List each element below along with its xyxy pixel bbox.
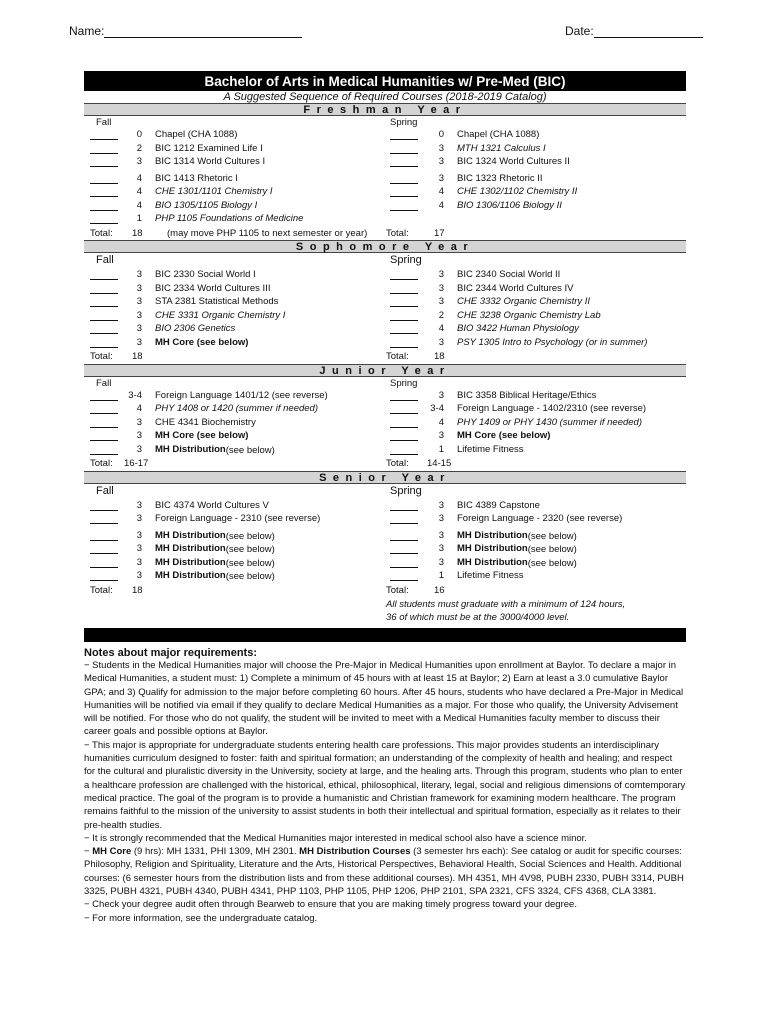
junior-year-semester-header [84,377,686,389]
spring-course: MTH 1321 Calculus I [457,142,546,154]
fall-course: CHE 4341 Biochemistry [155,416,256,428]
spring-check-blank[interactable] [390,514,418,524]
spring-check-blank[interactable] [390,201,418,211]
spring-total-label: Total: [386,584,409,596]
date-label: Date: [565,24,594,38]
spring-check-blank[interactable] [390,130,418,140]
spring-course: Foreign Language - 2320 (see reverse) [457,513,623,524]
course-row [84,309,686,323]
fall-hours: 3 [136,556,142,568]
spring-hours: 3 [438,430,444,441]
fall-course: MH Distribution (see below) [155,443,275,456]
years-container [84,103,686,597]
spring-check-blank[interactable] [390,404,418,414]
fall-hours: 3 [136,443,142,455]
spring-course: BIC 4389 Capstone [457,499,540,511]
course-row [84,499,686,513]
spring-course: CHE 3332 Organic Chemistry II [457,296,591,307]
sophomore-year-semester-header [84,253,686,268]
fall-course: BIC 1314 World Cultures I [155,156,266,167]
senior-year-semester-header [84,484,686,499]
fall-course: BIC 2334 World Cultures III [155,282,271,294]
spring-course: BIO 3422 Human Physiology [457,323,579,334]
course-row [84,212,686,226]
course-row [84,282,686,296]
spring-hours: 3 [438,556,444,568]
fall-hours: 1 [136,213,142,224]
course-row [84,542,686,556]
spring-hours: 3 [438,142,444,154]
spring-hours: 3 [438,296,444,307]
fall-course: MH Distribution (see below) [155,529,275,542]
course-row [84,268,686,282]
mh-distribution-label: MH Distribution Courses [299,846,411,858]
fall-hours: 3 [136,282,142,294]
fall-course: CHE 1301/1101 Chemistry I [155,186,273,197]
fall-label: Fall [96,484,114,497]
note-mh-core: − MH Core (9 hrs): MH 1331, PHI 1309, MH 2301. MH Distribution Courses (3 semester hrs each): See catalog or audit for specific courses: Philosophy, Religion and Spirituality, Literature and the Arts, Historical Perspectives, Behavioral Health, Social Sciences and Health. Additional courses: (6 semester hours from the distribution lists and from these additional courses). MH 4351, MH 4V98, PUBH 2330, PUBH 3314, PUBH 3325, PUBH 4321, PUBH 4340, PUBH 4341, PHP 1103, PHP 1105, PHP 1206, PHP 2101, SPA 2321, CFS 3324, CFS 4368, CLA 3381. [84,846,684,898]
fall-hours: 3 [136,296,142,307]
fall-hours: 3 [136,416,142,428]
fall-course: BIC 1413 Rhetoric I [155,172,238,184]
fall-course: MH Distribution (see below) [155,570,275,582]
spring-course: CHE 3238 Organic Chemistry Lab [457,309,601,321]
note-declaring-major: − Students in the Medical Humanities major will choose the Pre-Major in Medical Humanities upon enrollment at Baylor. To declare a major in Medical Humanities, a student must: 1) Complete a minimum of 45 hours with at least 15 at Baylor; 2) Earn at least a 3.0 cumulative Baylor GPA; and 3) Qualify for admission to the major before completing 60 hours. After 45 hours, students who have declared a Pre-Major in Medical Humanities will be notified via email if they qualify to declare Medical Humanities as a major. For those who qualify, the University Advisement will be notified. For those who do not qualify, the student will be invited to meet with a Medical Humanities faculty member to discuss their career goals and possible options at Baylor. [84,660,684,738]
spring-check-blank[interactable] [390,284,418,294]
spring-check-blank[interactable] [390,187,418,197]
spring-course: BIC 2344 World Cultures IV [457,282,574,294]
spring-course: MH Distribution (see below) [457,543,577,555]
spring-course: CHE 1302/1102 Chemistry II [457,186,578,197]
course-row [84,529,686,543]
spring-check-blank[interactable] [390,531,418,541]
spring-check-blank[interactable] [390,391,418,401]
spring-hours: 1 [438,570,444,581]
freshman-year-semester-header [84,116,686,128]
fall-total-hours: 16-17 [124,458,149,469]
spring-hours: 3 [438,513,444,524]
fall-hours: 3 [136,529,142,541]
spring-total-label: Total: [386,351,409,362]
sophomore-year-band: Sophomore Year [84,240,686,253]
notes-heading: Notes about major requirements: [84,647,257,659]
spring-course: Lifetime Fitness [457,443,524,455]
course-row [84,336,686,350]
fall-total-hours: 18 [132,584,143,596]
spring-hours: 4 [438,416,444,428]
course-row [84,155,686,169]
fall-hours: 3 [136,513,142,524]
spring-check-blank[interactable] [390,324,418,334]
course-row [84,389,686,403]
fall-course: BIO 1305/1105 Biology I [155,199,258,211]
note-major-appropriateness: − This major is appropriate for undergraduate students entering health care professions. This major provides students an interdisciplinary humanities curriculum designed to foster: faith and spiritual formation; an understanding of the complexity of health and healing; and respect for the cultural and pluralistic diversity in the University, society at large, and the healing arts. Through this program, students who plan to enter a healthcare profession are challenged with the historical, ethical, philosophical, literary, legal, social and religious dimensions of comtemporary medical practice. The goal of the program is to provide a humanistic and Christian framework for examining modern healthcare. The program remains faithful to the mission of the university to assist students in both their intellectual and spiritual formation, especially as it relates to their pre-health studies. [84,739,686,831]
course-row [84,322,686,336]
spring-total-label: Total: [386,227,409,239]
spring-check-blank[interactable] [390,157,418,167]
fall-hours: 3 [136,543,142,554]
spring-check-blank[interactable] [390,431,418,441]
spring-hours: 4 [438,323,444,334]
name-label: Name: [69,24,105,38]
spring-check-blank[interactable] [390,571,418,581]
note-degree-audit: − Check your degree audit often through Bearweb to ensure that you are making timely progress toward your degree. [84,899,577,911]
fall-label: Fall [96,254,114,266]
fall-total-label: Total: [90,584,113,596]
spring-check-blank[interactable] [390,558,418,568]
spring-check-blank[interactable] [390,544,418,554]
course-row [84,416,686,430]
date-field[interactable] [594,24,703,38]
fall-course: BIC 2330 Social World I [155,269,256,280]
spring-check-blank[interactable] [390,418,418,428]
graduation-note-line-2: 36 of which must be at the 3000/4000 level. [386,612,570,623]
course-row [84,142,686,156]
spring-hours: 4 [438,186,444,197]
spring-course: Lifetime Fitness [457,570,524,581]
document-title: Bachelor of Arts in Medical Humanities w/ Pre-Med (BIC) [84,71,686,91]
spring-check-blank[interactable] [390,174,418,184]
fall-label: Fall [96,377,112,389]
junior-year-totals-row [84,457,686,471]
course-row [84,569,686,583]
fall-course: BIC 4374 World Cultures V [155,499,269,511]
spring-total-label: Total: [386,458,409,469]
fall-hours: 3 [136,309,142,321]
senior-year-band: Senior Year [84,471,686,484]
spring-check-blank[interactable] [390,311,418,321]
fall-course: MH Distribution (see below) [155,556,275,569]
fall-course: Foreign Language - 2310 (see reverse) [155,513,321,524]
sophomore-year-totals-row [84,350,686,364]
freshman-year-band: Freshman Year [84,103,686,116]
fall-total-hours: 18 [132,227,143,239]
spring-hours: 3 [438,172,444,184]
fall-hours: 3 [136,156,142,167]
spring-course: MH Distribution (see below) [457,556,577,569]
course-row [84,295,686,309]
spring-course: BIC 1323 Rhetoric II [457,172,543,184]
spring-course: MH Core (see below) [457,430,551,441]
spring-total-hours: 16 [434,584,445,596]
fall-course: BIO 2306 Genetics [155,323,236,334]
name-field-group [69,24,302,38]
fall-course: CHE 3331 Organic Chemistry I [155,309,286,321]
spring-course: MH Distribution (see below) [457,529,577,542]
fall-course: MH Core (see below) [155,336,249,348]
junior-year-band: Junior Year [84,364,686,377]
spring-hours: 3 [438,543,444,554]
fall-total-note: (may move PHP 1105 to next semester or year) [167,227,368,239]
spring-course: Foreign Language - 1402/2310 (see reverse) [457,403,647,414]
fall-hours: 3 [136,499,142,511]
spring-total-hours: 17 [434,227,445,239]
spring-label: Spring [390,254,422,266]
fall-total-label: Total: [90,458,113,469]
spring-check-blank[interactable] [390,144,418,154]
fall-hours: 4 [136,186,142,197]
fall-hours: 3 [136,323,142,334]
spring-hours: 3 [438,269,444,280]
fall-course: MH Distribution (see below) [155,543,275,555]
fall-course: BIC 1212 Examined Life I [155,142,263,154]
mh-core-label: MH Core [92,846,132,858]
spring-check-blank[interactable] [390,338,418,348]
spring-hours: 3 [438,499,444,511]
spring-hours: 0 [438,129,444,140]
fall-hours: 3-4 [128,389,142,401]
graduation-note [386,598,686,624]
spring-hours: 3-4 [430,403,444,414]
spring-total-hours: 14-15 [427,458,452,469]
course-row [84,128,686,142]
course-row [84,199,686,213]
spring-course: BIC 2340 Social World II [457,269,561,280]
spring-hours: 2 [438,309,444,321]
fall-hours: 4 [136,199,142,211]
fall-total-hours: 18 [132,351,143,362]
graduation-note-line-1: All students must graduate with a minimum of 124 hours, [386,599,626,610]
fall-label: Fall [96,117,112,128]
fall-course: PHY 1408 or 1420 (summer if needed) [155,403,318,414]
fall-hours: 3 [136,570,142,581]
spring-label: Spring [390,117,418,128]
spring-hours: 4 [438,199,444,211]
spring-total-hours: 18 [434,351,445,362]
spring-hours: 1 [438,443,444,455]
divider-bar [84,628,686,642]
fall-course: STA 2381 Statistical Methods [155,296,279,307]
date-field-group [565,24,703,38]
course-row [84,429,686,443]
spring-hours: 3 [438,336,444,348]
spring-hours: 3 [438,529,444,541]
spring-hours: 3 [438,282,444,294]
spring-course: BIC 1324 World Cultures II [457,156,570,167]
fall-hours: 3 [136,269,142,280]
fall-course: PHP 1105 Foundations of Medicine [155,213,304,224]
spring-check-blank[interactable] [390,445,418,455]
note-science-minor: − It is strongly recommended that the Medical Humanities major interested in medical school also have a science minor. [84,832,587,844]
spring-course: BIC 3358 Biblical Heritage/Ethics [457,389,597,401]
fall-hours: 3 [136,430,142,441]
fall-hours: 4 [136,403,142,414]
course-row [84,402,686,416]
freshman-year-totals-row [84,227,686,241]
spring-label: Spring [390,377,418,389]
spring-label: Spring [390,484,422,497]
course-row [84,443,686,457]
fall-course: Foreign Language 1401/12 (see reverse) [155,389,328,401]
spring-hours: 3 [438,156,444,167]
course-row [84,556,686,570]
spring-hours: 3 [438,389,444,401]
spring-check-blank[interactable] [390,297,418,307]
fall-total-label: Total: [90,227,113,239]
fall-course: MH Core (see below) [155,430,249,441]
spring-check-blank[interactable] [390,270,418,280]
fall-hours: 4 [136,172,142,184]
course-sequence-document [84,69,686,925]
fall-hours: 0 [136,129,142,140]
spring-course: BIO 1306/1106 Biology II [457,199,562,211]
fall-total-label: Total: [90,351,113,362]
spring-course: Chapel (CHA 1088) [457,129,540,140]
spring-course: PSY 1305 Intro to Psychology (or in summer) [457,336,648,348]
course-row [84,185,686,199]
course-row [84,172,686,186]
spring-check-blank[interactable] [390,501,418,511]
fall-course: Chapel (CHA 1088) [155,129,238,140]
course-row [84,512,686,526]
name-field[interactable] [104,24,302,38]
fall-hours: 2 [136,142,142,154]
senior-year-totals-row [84,584,686,598]
document-subtitle: A Suggested Sequence of Required Courses (2018-2019 Catalog) [223,91,547,103]
spring-course: PHY 1409 or PHY 1430 (summer if needed) [457,416,642,428]
note-catalog: − For more information, see the undergraduate catalog. [84,912,318,924]
fall-hours: 3 [136,336,142,348]
